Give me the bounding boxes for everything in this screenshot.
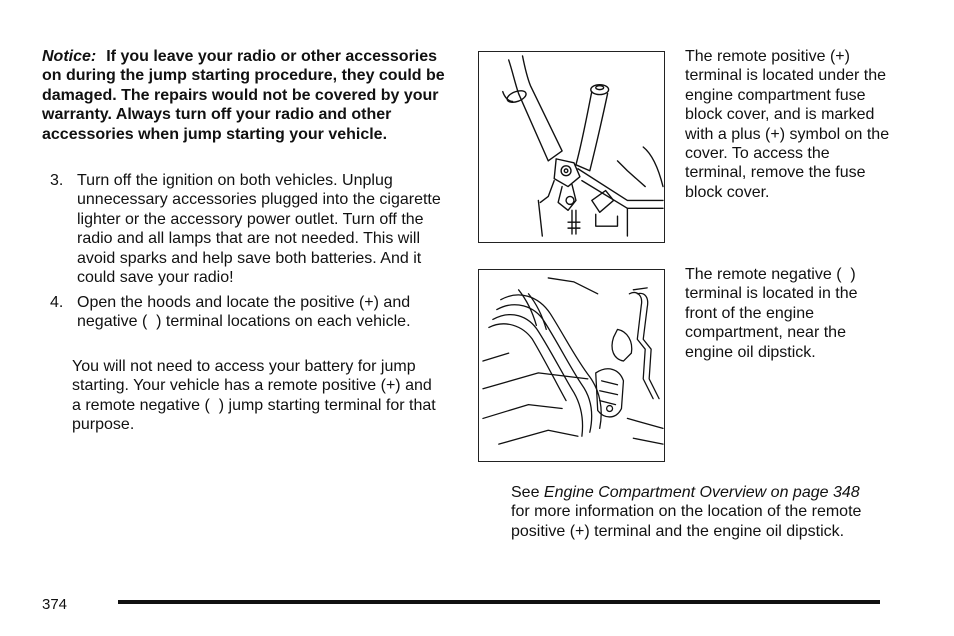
notice-text: If you leave your radio or other accessories on during the jump starting procedure, they could be damaged. The repairs would not be covered by your warranty. Always turn off your radio and other accessories when jump starting your vehicle.	[42, 48, 445, 143]
step-number: 3.	[50, 172, 64, 189]
step-text: Open the hoods and locate the positive (+) and negative ( ) terminal locations on each vehicle.	[77, 294, 411, 331]
step-item	[50, 171, 445, 287]
notice-label: Notice:	[42, 48, 97, 65]
positive-terminal-illustration	[478, 51, 665, 243]
page-number: 374	[42, 596, 68, 613]
cross-reference-link[interactable]: Engine Compartment Overview on page 348	[543, 484, 860, 501]
body-paragraph: You will not need to access your battery for jump starting. Your vehicle has a remote positive (+) and a remote negative ( ) jump starting terminal for that purpose.	[72, 358, 436, 434]
jumper-clamp-drawing	[479, 52, 664, 242]
step-number: 4.	[50, 294, 64, 311]
step-item	[50, 293, 445, 332]
engine-compartment-drawing	[479, 270, 664, 461]
negative-terminal-illustration	[478, 269, 665, 462]
step-text: Turn off the ignition on both vehicles. Unplug unnecessary accessories plugged into the cigarette lighter or the accessory power outlet. Turn off the radio and all lamps that are not needed. This will avoid sparks and help save both batteries. And it could save your radio!	[77, 172, 441, 287]
see-suffix: for more information on the location of the remote positive (+) terminal and the engine oil dipstick.	[511, 503, 862, 540]
footer-rule	[118, 600, 880, 604]
figure-caption: The remote negative ( ) terminal is located in the front of the engine compartment, near the engine oil dipstick.	[685, 266, 858, 361]
see-prefix: See	[511, 484, 544, 501]
notice-paragraph	[42, 47, 452, 144]
see-reference-paragraph	[511, 483, 881, 541]
figure-caption: The remote positive (+) terminal is located under the engine compartment fuse block cover, and is marked with a plus (+) symbol on the cover. To access the terminal, remove the fuse block cover.	[685, 48, 890, 201]
